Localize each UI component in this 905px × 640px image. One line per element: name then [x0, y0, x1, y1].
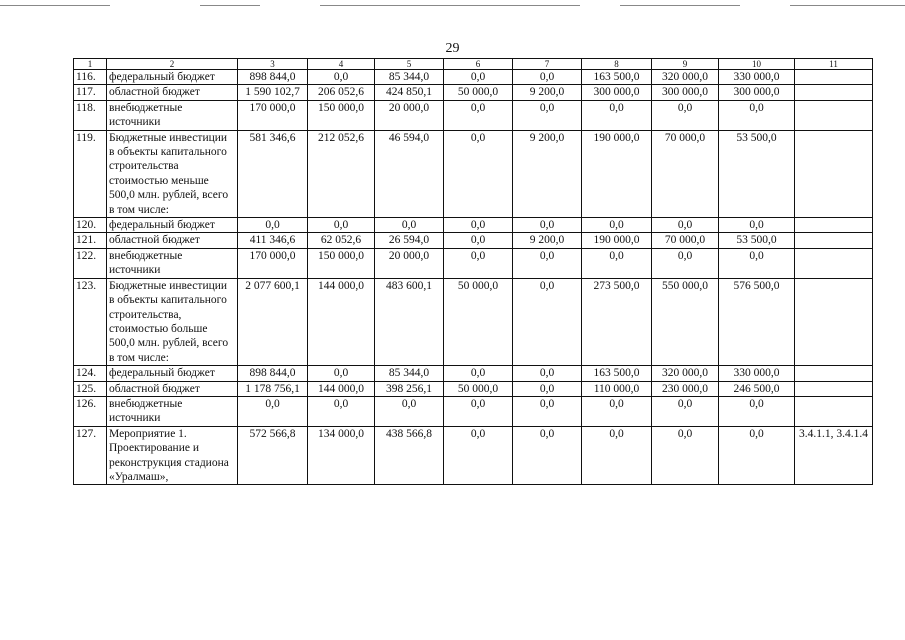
- row-value-col-7: 0,0: [513, 248, 582, 278]
- row-value-col-3: 170 000,0: [238, 100, 308, 130]
- top-rule-mid-left: [200, 5, 260, 6]
- row-value-col-9: 70 000,0: [652, 130, 719, 217]
- row-value-col-4: 0,0: [308, 366, 375, 381]
- row-value-col-4: 150 000,0: [308, 248, 375, 278]
- row-value-col-8: 163 500,0: [582, 70, 652, 85]
- row-value-col-10: 576 500,0: [719, 278, 795, 365]
- row-value-col-4: 0,0: [308, 218, 375, 233]
- row-value-col-5: 20 000,0: [375, 100, 444, 130]
- row-value-col-6: 0,0: [444, 366, 513, 381]
- row-value-col-5: 424 850,1: [375, 85, 444, 100]
- row-value-col-7: 0,0: [513, 396, 582, 426]
- row-name: областной бюджет: [107, 381, 238, 396]
- column-header: 7: [513, 59, 582, 70]
- row-value-col-6: 0,0: [444, 248, 513, 278]
- row-value-col-6: 0,0: [444, 396, 513, 426]
- row-value-col-10: 300 000,0: [719, 85, 795, 100]
- row-target-indicator: [795, 366, 873, 381]
- row-value-col-7: 9 200,0: [513, 130, 582, 217]
- row-value-col-5: 483 600,1: [375, 278, 444, 365]
- row-value-col-6: 0,0: [444, 100, 513, 130]
- row-value-col-3: 898 844,0: [238, 366, 308, 381]
- row-target-indicator: [795, 233, 873, 248]
- row-value-col-5: 85 344,0: [375, 366, 444, 381]
- row-number: 116.: [74, 70, 107, 85]
- row-value-col-6: 0,0: [444, 426, 513, 485]
- row-value-col-9: 320 000,0: [652, 70, 719, 85]
- row-value-col-5: 26 594,0: [375, 233, 444, 248]
- row-value-col-7: 0,0: [513, 426, 582, 485]
- top-rule-mid-right: [620, 5, 740, 6]
- row-value-col-6: 50 000,0: [444, 85, 513, 100]
- row-value-col-8: 0,0: [582, 218, 652, 233]
- row-number: 117.: [74, 85, 107, 100]
- row-value-col-8: 0,0: [582, 100, 652, 130]
- row-value-col-9: 300 000,0: [652, 85, 719, 100]
- row-value-col-8: 0,0: [582, 248, 652, 278]
- row-value-col-7: 0,0: [513, 366, 582, 381]
- row-number: 125.: [74, 381, 107, 396]
- row-name: федеральный бюджет: [107, 218, 238, 233]
- table-row: [74, 278, 873, 365]
- row-value-col-10: 0,0: [719, 100, 795, 130]
- row-name: внебюджетные источники: [107, 248, 238, 278]
- table-row: [74, 130, 873, 217]
- row-value-col-3: 581 346,6: [238, 130, 308, 217]
- column-header: 5: [375, 59, 444, 70]
- row-value-col-5: 46 594,0: [375, 130, 444, 217]
- row-value-col-4: 144 000,0: [308, 381, 375, 396]
- row-value-col-7: 9 200,0: [513, 233, 582, 248]
- row-target-indicator: [795, 396, 873, 426]
- table-row: [74, 218, 873, 233]
- table-row: [74, 70, 873, 85]
- row-value-col-10: 246 500,0: [719, 381, 795, 396]
- row-number: 126.: [74, 396, 107, 426]
- row-target-indicator: [795, 278, 873, 365]
- row-value-col-9: 0,0: [652, 248, 719, 278]
- row-value-col-5: 20 000,0: [375, 248, 444, 278]
- row-value-col-7: 9 200,0: [513, 85, 582, 100]
- table-row: [74, 248, 873, 278]
- row-value-col-10: 53 500,0: [719, 130, 795, 217]
- row-value-col-7: 0,0: [513, 218, 582, 233]
- row-value-col-9: 320 000,0: [652, 366, 719, 381]
- row-value-col-7: 0,0: [513, 70, 582, 85]
- row-value-col-8: 273 500,0: [582, 278, 652, 365]
- row-value-col-7: 0,0: [513, 381, 582, 396]
- row-value-col-4: 206 052,6: [308, 85, 375, 100]
- row-value-col-6: 0,0: [444, 130, 513, 217]
- row-number: 127.: [74, 426, 107, 485]
- row-value-col-3: 0,0: [238, 396, 308, 426]
- row-value-col-8: 0,0: [582, 426, 652, 485]
- row-value-col-5: 438 566,8: [375, 426, 444, 485]
- row-number: 119.: [74, 130, 107, 217]
- row-target-indicator: [795, 85, 873, 100]
- column-header: 11: [795, 59, 873, 70]
- row-value-col-6: 0,0: [444, 70, 513, 85]
- row-value-col-7: 0,0: [513, 100, 582, 130]
- table-row: [74, 396, 873, 426]
- row-value-col-3: 2 077 600,1: [238, 278, 308, 365]
- row-value-col-3: 898 844,0: [238, 70, 308, 85]
- row-value-col-8: 190 000,0: [582, 233, 652, 248]
- top-rule-mid: [320, 5, 580, 6]
- row-value-col-9: 70 000,0: [652, 233, 719, 248]
- table-row: [74, 381, 873, 396]
- row-value-col-10: 0,0: [719, 426, 795, 485]
- row-value-col-9: 0,0: [652, 100, 719, 130]
- row-value-col-4: 212 052,6: [308, 130, 375, 217]
- row-value-col-9: 550 000,0: [652, 278, 719, 365]
- row-value-col-7: 0,0: [513, 278, 582, 365]
- column-header: 6: [444, 59, 513, 70]
- row-value-col-8: 110 000,0: [582, 381, 652, 396]
- row-value-col-10: 330 000,0: [719, 70, 795, 85]
- row-value-col-3: 0,0: [238, 218, 308, 233]
- row-name: областной бюджет: [107, 85, 238, 100]
- row-target-indicator: [795, 381, 873, 396]
- row-value-col-10: 0,0: [719, 396, 795, 426]
- column-header: 4: [308, 59, 375, 70]
- row-value-col-5: 398 256,1: [375, 381, 444, 396]
- row-value-col-4: 150 000,0: [308, 100, 375, 130]
- row-target-indicator: [795, 130, 873, 217]
- row-value-col-9: 230 000,0: [652, 381, 719, 396]
- column-header: 8: [582, 59, 652, 70]
- row-number: 124.: [74, 366, 107, 381]
- row-value-col-8: 300 000,0: [582, 85, 652, 100]
- row-target-indicator: [795, 70, 873, 85]
- row-name: федеральный бюджет: [107, 366, 238, 381]
- row-name: областной бюджет: [107, 233, 238, 248]
- row-value-col-10: 0,0: [719, 248, 795, 278]
- row-name: федеральный бюджет: [107, 70, 238, 85]
- row-value-col-9: 0,0: [652, 426, 719, 485]
- row-value-col-4: 62 052,6: [308, 233, 375, 248]
- table-row: [74, 85, 873, 100]
- row-target-indicator: [795, 100, 873, 130]
- row-name: Мероприятие 1. Проектирование и реконструкция стадиона «Уралмаш»,: [107, 426, 238, 485]
- column-header: 3: [238, 59, 308, 70]
- row-name: Бюджетные инвестиции в объекты капитального строительства, стоимостью больше 500,0 млн. рублей, всего в том числе:: [107, 278, 238, 365]
- row-value-col-10: 53 500,0: [719, 233, 795, 248]
- row-name: внебюджетные источники: [107, 396, 238, 426]
- table-row: [74, 366, 873, 381]
- row-value-col-8: 163 500,0: [582, 366, 652, 381]
- table-row: [74, 100, 873, 130]
- row-number: 118.: [74, 100, 107, 130]
- row-value-col-8: 0,0: [582, 396, 652, 426]
- row-value-col-4: 0,0: [308, 70, 375, 85]
- row-number: 122.: [74, 248, 107, 278]
- row-number: 121.: [74, 233, 107, 248]
- top-rule-left: [0, 5, 110, 6]
- row-target-indicator: [795, 248, 873, 278]
- column-header: 9: [652, 59, 719, 70]
- table-row: [74, 426, 873, 485]
- row-value-col-4: 144 000,0: [308, 278, 375, 365]
- row-value-col-3: 170 000,0: [238, 248, 308, 278]
- page-number: 29: [445, 41, 460, 56]
- row-value-col-6: 50 000,0: [444, 381, 513, 396]
- row-value-col-5: 0,0: [375, 396, 444, 426]
- row-value-col-9: 0,0: [652, 218, 719, 233]
- column-header: 10: [719, 59, 795, 70]
- row-value-col-6: 0,0: [444, 218, 513, 233]
- row-value-col-10: 330 000,0: [719, 366, 795, 381]
- row-number: 120.: [74, 218, 107, 233]
- row-value-col-3: 1 590 102,7: [238, 85, 308, 100]
- row-value-col-6: 0,0: [444, 233, 513, 248]
- row-value-col-9: 0,0: [652, 396, 719, 426]
- row-value-col-5: 0,0: [375, 218, 444, 233]
- row-value-col-3: 411 346,6: [238, 233, 308, 248]
- row-value-col-4: 134 000,0: [308, 426, 375, 485]
- table-row: [74, 233, 873, 248]
- row-target-indicator: 3.4.1.1, 3.4.1.4: [795, 426, 873, 485]
- row-value-col-6: 50 000,0: [444, 278, 513, 365]
- row-value-col-10: 0,0: [719, 218, 795, 233]
- row-number: 123.: [74, 278, 107, 365]
- row-value-col-5: 85 344,0: [375, 70, 444, 85]
- top-rule-right: [790, 5, 905, 6]
- budget-table: [73, 58, 873, 485]
- row-value-col-4: 0,0: [308, 396, 375, 426]
- row-value-col-8: 190 000,0: [582, 130, 652, 217]
- column-header: 2: [107, 59, 238, 70]
- header-row: [74, 59, 873, 70]
- column-header: 1: [74, 59, 107, 70]
- row-name: Бюджетные инвестиции в объекты капитального строительства стоимостью меньше 500,0 млн. рублей, всего в том числе:: [107, 130, 238, 217]
- row-target-indicator: [795, 218, 873, 233]
- row-value-col-3: 1 178 756,1: [238, 381, 308, 396]
- row-name: внебюджетные источники: [107, 100, 238, 130]
- row-value-col-3: 572 566,8: [238, 426, 308, 485]
